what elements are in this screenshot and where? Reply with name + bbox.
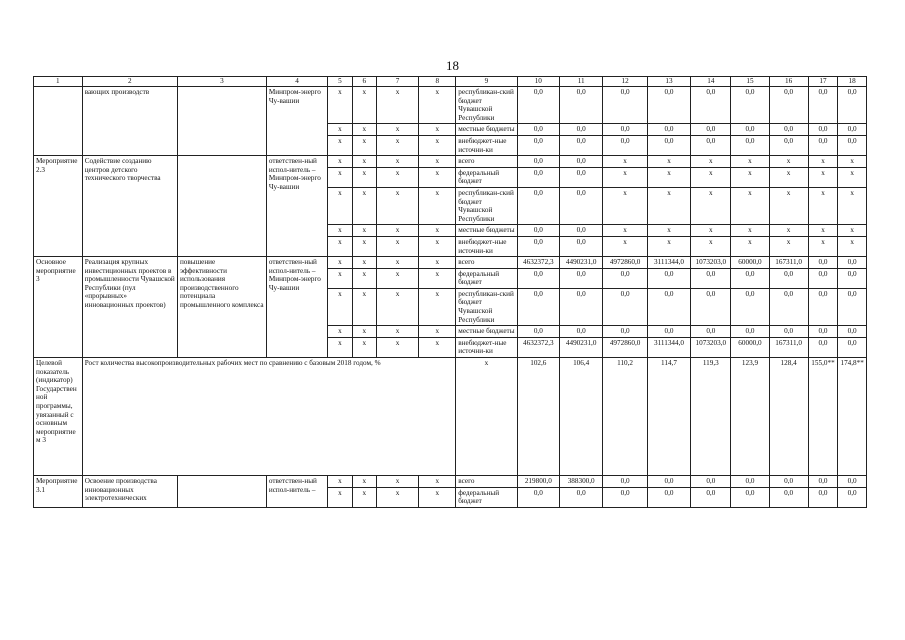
- value-cell: 0,0: [731, 487, 769, 507]
- value-cell: 0,0: [731, 135, 769, 155]
- value-cell: 0,0: [603, 268, 647, 288]
- value-cell: 0,0: [559, 135, 602, 155]
- code-cell: х: [328, 337, 352, 357]
- value-cell: х: [647, 187, 690, 224]
- header-row: [34, 77, 867, 87]
- responsible-executor: ответствен-ный испол-нитель –: [266, 476, 327, 508]
- value-cell: х: [769, 167, 808, 187]
- value-cell: 0,0: [603, 124, 647, 136]
- value-cell: 0,0: [691, 135, 731, 155]
- code-cell: х: [352, 326, 376, 338]
- code-cell: х: [419, 487, 456, 507]
- funding-source: всего: [456, 257, 517, 269]
- value-cell: х: [769, 225, 808, 237]
- value-cell: х: [731, 167, 769, 187]
- value-cell: 0,0: [808, 257, 838, 269]
- code-cell: х: [419, 326, 456, 338]
- code-cell: х: [352, 225, 376, 237]
- table-row: [34, 156, 867, 168]
- value-cell: 0,0: [603, 326, 647, 338]
- code-cell: х: [376, 236, 418, 256]
- expected-result: [177, 87, 266, 156]
- value-cell: х: [731, 156, 769, 168]
- value-cell: 0,0: [647, 326, 690, 338]
- column-header-4: 4: [266, 77, 327, 87]
- funding-source: внебюджет-ные источни-ки: [456, 135, 517, 155]
- code-cell: х: [328, 476, 352, 488]
- value-cell: 0,0: [808, 268, 838, 288]
- value-cell: 119,3: [691, 358, 731, 476]
- column-header-14: 14: [691, 77, 731, 87]
- funding-source: федеральный бюджет: [456, 268, 517, 288]
- code-cell: х: [328, 124, 352, 136]
- value-cell: 0,0: [559, 167, 602, 187]
- code-cell: х: [376, 135, 418, 155]
- indicator-source: х: [456, 358, 517, 476]
- code-cell: х: [328, 487, 352, 507]
- code-cell: х: [352, 476, 376, 488]
- value-cell: 128,4: [769, 358, 808, 476]
- code-cell: х: [352, 257, 376, 269]
- value-cell: 0,0: [808, 288, 838, 325]
- expected-result: [177, 476, 266, 508]
- value-cell: 0,0: [808, 487, 838, 507]
- code-cell: х: [328, 268, 352, 288]
- value-cell: 0,0: [517, 487, 559, 507]
- event-name: Мероприятие 2.3: [34, 156, 83, 257]
- code-cell: х: [352, 135, 376, 155]
- funding-source: республикан-ский бюджет Чувашской Республики: [456, 288, 517, 325]
- value-cell: х: [647, 236, 690, 256]
- value-cell: х: [769, 236, 808, 256]
- column-header-2: 2: [82, 77, 177, 87]
- value-cell: 0,0: [517, 288, 559, 325]
- code-cell: х: [352, 124, 376, 136]
- value-cell: 0,0: [838, 135, 867, 155]
- value-cell: 3111344,0: [647, 337, 690, 357]
- value-cell: х: [838, 167, 867, 187]
- funding-source: местные бюджеты: [456, 225, 517, 237]
- value-cell: х: [647, 225, 690, 237]
- code-cell: х: [352, 187, 376, 224]
- value-cell: 0,0: [559, 187, 602, 224]
- value-cell: 0,0: [647, 124, 690, 136]
- value-cell: 0,0: [769, 135, 808, 155]
- value-cell: 0,0: [647, 87, 690, 124]
- value-cell: х: [691, 187, 731, 224]
- value-cell: 0,0: [731, 476, 769, 488]
- value-cell: х: [731, 187, 769, 224]
- value-cell: 1073203,0: [691, 257, 731, 269]
- event-name: Мероприятие 3.1: [34, 476, 83, 508]
- code-cell: х: [352, 337, 376, 357]
- value-cell: 0,0: [559, 87, 602, 124]
- code-cell: х: [328, 187, 352, 224]
- event-description: Реализация крупных инвестиционных проектов в промышленности Чувашской Республики (пул «прорывных» инновационных проектов): [82, 257, 177, 358]
- code-cell: х: [419, 257, 456, 269]
- value-cell: 174,8**: [838, 358, 867, 476]
- value-cell: х: [731, 225, 769, 237]
- column-header-18: 18: [838, 77, 867, 87]
- value-cell: 0,0: [647, 476, 690, 488]
- value-cell: 0,0: [838, 326, 867, 338]
- code-cell: х: [376, 225, 418, 237]
- value-cell: 4972860,0: [603, 337, 647, 357]
- value-cell: 0,0: [691, 476, 731, 488]
- value-cell: 60000,0: [731, 337, 769, 357]
- funding-source: местные бюджеты: [456, 326, 517, 338]
- code-cell: х: [376, 268, 418, 288]
- column-header-9: 9: [456, 77, 517, 87]
- funding-source: всего: [456, 156, 517, 168]
- page-number: 18: [446, 58, 459, 73]
- column-header-3: 3: [177, 77, 266, 87]
- value-cell: х: [838, 187, 867, 224]
- value-cell: х: [691, 167, 731, 187]
- code-cell: х: [352, 288, 376, 325]
- code-cell: х: [376, 187, 418, 224]
- funding-source: федеральный бюджет: [456, 167, 517, 187]
- value-cell: 0,0: [691, 124, 731, 136]
- code-cell: х: [419, 225, 456, 237]
- value-cell: 106,4: [559, 358, 602, 476]
- funding-source: всего: [456, 476, 517, 488]
- table-row: [34, 87, 867, 124]
- value-cell: 0,0: [517, 225, 559, 237]
- column-header-17: 17: [808, 77, 838, 87]
- value-cell: 0,0: [559, 288, 602, 325]
- value-cell: 0,0: [517, 187, 559, 224]
- responsible-executor: Минпром-энерго Чу-вашии: [266, 87, 327, 156]
- code-cell: х: [328, 156, 352, 168]
- value-cell: 0,0: [559, 487, 602, 507]
- value-cell: 0,0: [838, 487, 867, 507]
- value-cell: 0,0: [731, 124, 769, 136]
- value-cell: 0,0: [808, 337, 838, 357]
- value-cell: 0,0: [769, 87, 808, 124]
- value-cell: х: [603, 167, 647, 187]
- code-cell: х: [419, 167, 456, 187]
- event-name: [34, 87, 83, 156]
- value-cell: 0,0: [517, 167, 559, 187]
- code-cell: х: [419, 288, 456, 325]
- code-cell: х: [376, 337, 418, 357]
- code-cell: х: [419, 135, 456, 155]
- code-cell: х: [419, 236, 456, 256]
- responsible-executor: ответствен-ный испол-нитель – Минпром-энерго Чу-вашии: [266, 156, 327, 257]
- code-cell: х: [352, 167, 376, 187]
- table-row: [34, 257, 867, 269]
- value-cell: 0,0: [647, 135, 690, 155]
- code-cell: х: [376, 476, 418, 488]
- code-cell: х: [376, 167, 418, 187]
- value-cell: х: [603, 225, 647, 237]
- code-cell: х: [419, 87, 456, 124]
- value-cell: х: [808, 225, 838, 237]
- value-cell: 0,0: [603, 476, 647, 488]
- code-cell: х: [419, 187, 456, 224]
- code-cell: х: [419, 337, 456, 357]
- code-cell: х: [352, 268, 376, 288]
- value-cell: 0,0: [517, 268, 559, 288]
- code-cell: х: [328, 288, 352, 325]
- value-cell: х: [691, 156, 731, 168]
- value-cell: 388300,0: [559, 476, 602, 488]
- value-cell: х: [769, 156, 808, 168]
- code-cell: х: [376, 288, 418, 325]
- value-cell: 0,0: [517, 326, 559, 338]
- value-cell: х: [647, 156, 690, 168]
- code-cell: х: [352, 487, 376, 507]
- funding-source: внебюджет-ные источни-ки: [456, 337, 517, 357]
- event-name: Основное мероприятие 3: [34, 257, 83, 358]
- indicator-description: Рост количества высокопроизводительных рабочих мест по сравнению с базовым 2018 годом, %: [82, 358, 456, 476]
- indicator-label: Целевой показатель (индикатор) Государственной программы, увязанный с основным мероприятием 3: [34, 358, 83, 476]
- value-cell: 0,0: [691, 487, 731, 507]
- column-header-6: 6: [352, 77, 376, 87]
- value-cell: х: [769, 187, 808, 224]
- column-header-8: 8: [419, 77, 456, 87]
- event-description: Освоение производства инновационных электротехнических: [82, 476, 177, 508]
- value-cell: 0,0: [808, 124, 838, 136]
- value-cell: 0,0: [731, 87, 769, 124]
- value-cell: х: [647, 167, 690, 187]
- expected-result: повышение эффективности использования производственного потенциала промышленного комплекса: [177, 257, 266, 358]
- code-cell: х: [352, 156, 376, 168]
- code-cell: х: [376, 487, 418, 507]
- value-cell: 155,0**: [808, 358, 838, 476]
- value-cell: х: [731, 236, 769, 256]
- funding-source: республикан-ский бюджет Чувашской Республики: [456, 87, 517, 124]
- value-cell: х: [691, 236, 731, 256]
- value-cell: 0,0: [838, 476, 867, 488]
- value-cell: 0,0: [808, 326, 838, 338]
- code-cell: х: [376, 156, 418, 168]
- column-header-12: 12: [603, 77, 647, 87]
- value-cell: 0,0: [691, 326, 731, 338]
- code-cell: х: [376, 124, 418, 136]
- value-cell: 0,0: [838, 257, 867, 269]
- funding-source: местные бюджеты: [456, 124, 517, 136]
- value-cell: 114,7: [647, 358, 690, 476]
- code-cell: х: [419, 156, 456, 168]
- value-cell: 0,0: [838, 124, 867, 136]
- value-cell: 0,0: [517, 236, 559, 256]
- table-body: [34, 87, 867, 508]
- value-cell: 0,0: [559, 268, 602, 288]
- value-cell: 123,9: [731, 358, 769, 476]
- code-cell: х: [419, 124, 456, 136]
- column-header-10: 10: [517, 77, 559, 87]
- code-cell: х: [376, 326, 418, 338]
- value-cell: 0,0: [769, 476, 808, 488]
- code-cell: х: [328, 225, 352, 237]
- value-cell: х: [808, 167, 838, 187]
- value-cell: 0,0: [769, 288, 808, 325]
- value-cell: 0,0: [517, 87, 559, 124]
- value-cell: 0,0: [559, 156, 602, 168]
- value-cell: 167311,0: [769, 257, 808, 269]
- indicator-row: [34, 358, 867, 476]
- value-cell: 0,0: [559, 236, 602, 256]
- value-cell: 0,0: [647, 268, 690, 288]
- code-cell: х: [328, 257, 352, 269]
- funding-source: внебюджет-ные источни-ки: [456, 236, 517, 256]
- value-cell: 0,0: [731, 288, 769, 325]
- responsible-executor: ответствен-ный испол-нитель – Минпром-энерго Чу-вашии: [266, 257, 327, 358]
- value-cell: 60000,0: [731, 257, 769, 269]
- event-description: вающих производств: [82, 87, 177, 156]
- value-cell: 4632372,3: [517, 257, 559, 269]
- value-cell: 0,0: [808, 476, 838, 488]
- table-row: [34, 476, 867, 488]
- value-cell: х: [838, 225, 867, 237]
- code-cell: х: [328, 326, 352, 338]
- value-cell: 0,0: [808, 87, 838, 124]
- value-cell: 0,0: [691, 268, 731, 288]
- value-cell: 0,0: [559, 124, 602, 136]
- value-cell: 0,0: [769, 326, 808, 338]
- event-description: Содействие созданию центров детского технического творчества: [82, 156, 177, 257]
- column-header-1: 1: [34, 77, 83, 87]
- column-header-7: 7: [376, 77, 418, 87]
- code-cell: х: [419, 268, 456, 288]
- value-cell: 4972860,0: [603, 257, 647, 269]
- value-cell: 0,0: [603, 135, 647, 155]
- value-cell: 0,0: [517, 124, 559, 136]
- value-cell: 4632372,3: [517, 337, 559, 357]
- column-header-11: 11: [559, 77, 602, 87]
- value-cell: 0,0: [731, 268, 769, 288]
- value-cell: 0,0: [838, 87, 867, 124]
- column-header-16: 16: [769, 77, 808, 87]
- code-cell: х: [328, 167, 352, 187]
- budget-table: [33, 76, 867, 508]
- value-cell: 0,0: [517, 156, 559, 168]
- code-cell: х: [328, 135, 352, 155]
- value-cell: х: [603, 156, 647, 168]
- column-header-13: 13: [647, 77, 690, 87]
- value-cell: х: [838, 156, 867, 168]
- code-cell: х: [376, 87, 418, 124]
- value-cell: 0,0: [838, 337, 867, 357]
- value-cell: 102,6: [517, 358, 559, 476]
- value-cell: 0,0: [769, 124, 808, 136]
- value-cell: 0,0: [769, 268, 808, 288]
- value-cell: 0,0: [731, 326, 769, 338]
- code-cell: х: [328, 236, 352, 256]
- value-cell: 0,0: [647, 487, 690, 507]
- code-cell: х: [352, 87, 376, 124]
- value-cell: 0,0: [838, 268, 867, 288]
- value-cell: х: [691, 225, 731, 237]
- value-cell: 0,0: [769, 487, 808, 507]
- value-cell: 0,0: [691, 288, 731, 325]
- value-cell: 110,2: [603, 358, 647, 476]
- code-cell: х: [376, 257, 418, 269]
- value-cell: 0,0: [517, 135, 559, 155]
- value-cell: 0,0: [559, 225, 602, 237]
- code-cell: х: [419, 476, 456, 488]
- value-cell: 0,0: [808, 135, 838, 155]
- value-cell: х: [603, 236, 647, 256]
- expected-result: [177, 156, 266, 257]
- value-cell: 3111344,0: [647, 257, 690, 269]
- value-cell: х: [838, 236, 867, 256]
- value-cell: 4490231,0: [559, 257, 602, 269]
- value-cell: 4490231,0: [559, 337, 602, 357]
- value-cell: х: [808, 236, 838, 256]
- value-cell: 0,0: [603, 87, 647, 124]
- funding-source: республикан-ский бюджет Чувашской Республики: [456, 187, 517, 224]
- value-cell: х: [808, 187, 838, 224]
- value-cell: 1073203,0: [691, 337, 731, 357]
- value-cell: 0,0: [559, 326, 602, 338]
- value-cell: 167311,0: [769, 337, 808, 357]
- code-cell: х: [352, 236, 376, 256]
- column-header-5: 5: [328, 77, 352, 87]
- value-cell: 219800,0: [517, 476, 559, 488]
- value-cell: 0,0: [647, 288, 690, 325]
- value-cell: 0,0: [603, 288, 647, 325]
- value-cell: 0,0: [838, 288, 867, 325]
- value-cell: х: [808, 156, 838, 168]
- funding-source: федеральный бюджет: [456, 487, 517, 507]
- column-header-15: 15: [731, 77, 769, 87]
- value-cell: х: [603, 187, 647, 224]
- code-cell: х: [328, 87, 352, 124]
- value-cell: 0,0: [691, 87, 731, 124]
- value-cell: 0,0: [603, 487, 647, 507]
